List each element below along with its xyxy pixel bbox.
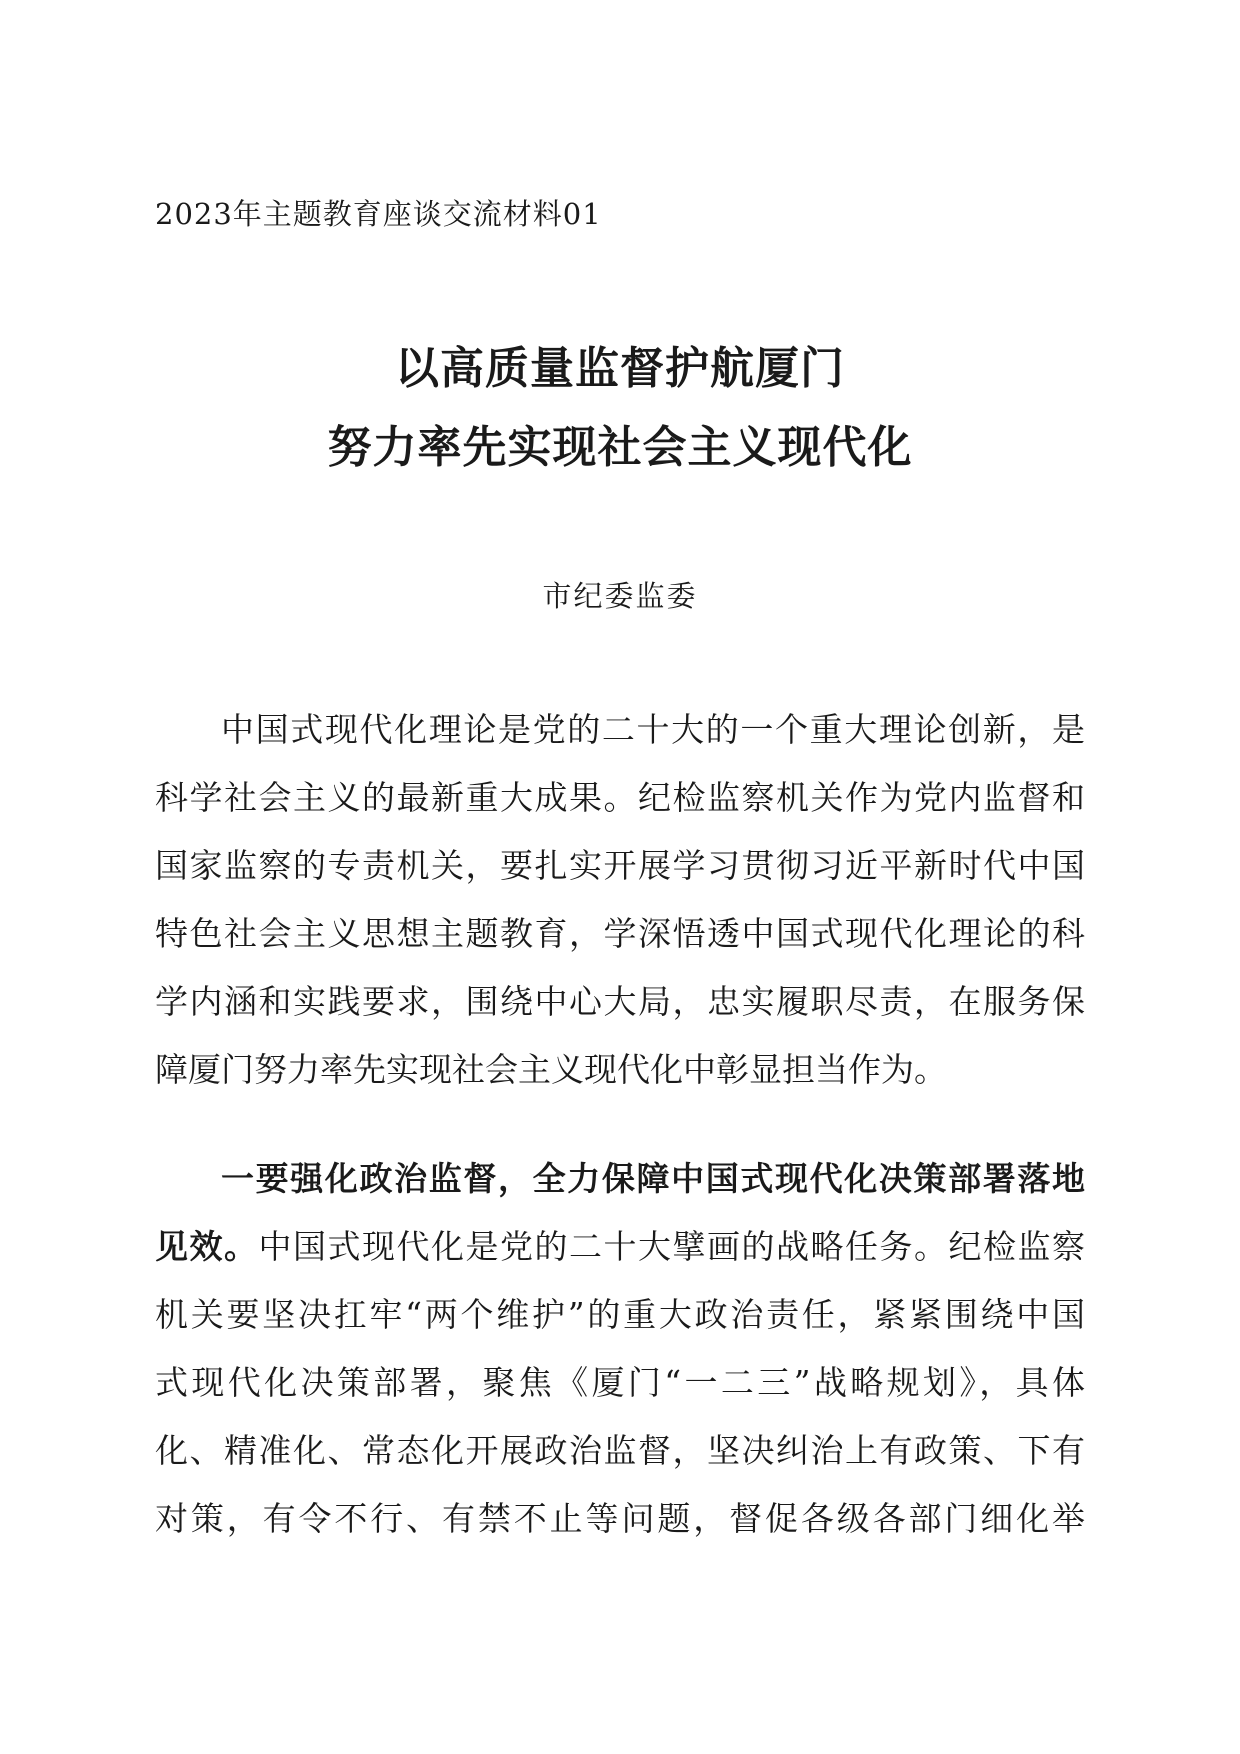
section-heading: 一要强化政治监督，全力保障中国式现代化决策部署落地	[221, 1159, 1085, 1198]
paragraph-line: 化、精准化、常态化开展政治监督，坚决纠治上有政策、下有	[155, 1431, 1085, 1470]
paragraph-line: 国家监察的专责机关，要扎实开展学习贯彻习近平新时代中国	[155, 846, 1085, 885]
paragraph-line: 障厦门努力率先实现社会主义现代化中彰显担当作为。	[155, 1050, 947, 1089]
paragraph-line: 式现代化决策部署，聚焦《厦门“一二三”战略规划》，具体	[155, 1363, 1085, 1402]
paragraph-1	[155, 696, 1085, 1104]
paragraph-line: 特色社会主义思想主题教育，学深悟透中国式现代化理论的科	[155, 914, 1085, 953]
paragraph-line: 学内涵和实践要求，围绕中心大局，忠实履职尽责，在服务保	[155, 982, 1085, 1021]
paragraph-line: 机关要坚决扛牢“两个维护”的重大政治责任，紧紧围绕中国	[155, 1295, 1085, 1334]
paragraph-2	[155, 1145, 1085, 1553]
section-heading-end: 见效。	[155, 1227, 259, 1266]
paragraph-line	[155, 1213, 1085, 1281]
material-label: 2023年主题教育座谈交流材料01	[155, 197, 602, 231]
title-line-2: 努力率先实现社会主义现代化	[327, 422, 913, 473]
paragraph-line-rest: 中国式现代化是党的二十大擘画的战略任务。纪检监察	[258, 1227, 1085, 1266]
title-line-1: 以高质量监督护航厦门	[395, 343, 845, 394]
paragraph-line: 对策，有令不行、有禁不止等问题，督促各级各部门细化举	[155, 1499, 1085, 1538]
paragraph-line: 中国式现代化理论是党的二十大的一个重大理论创新，是	[221, 710, 1085, 749]
author: 市纪委监委	[542, 579, 698, 613]
paragraph-line: 科学社会主义的最新重大成果。纪检监察机关作为党内监督和	[155, 778, 1085, 817]
